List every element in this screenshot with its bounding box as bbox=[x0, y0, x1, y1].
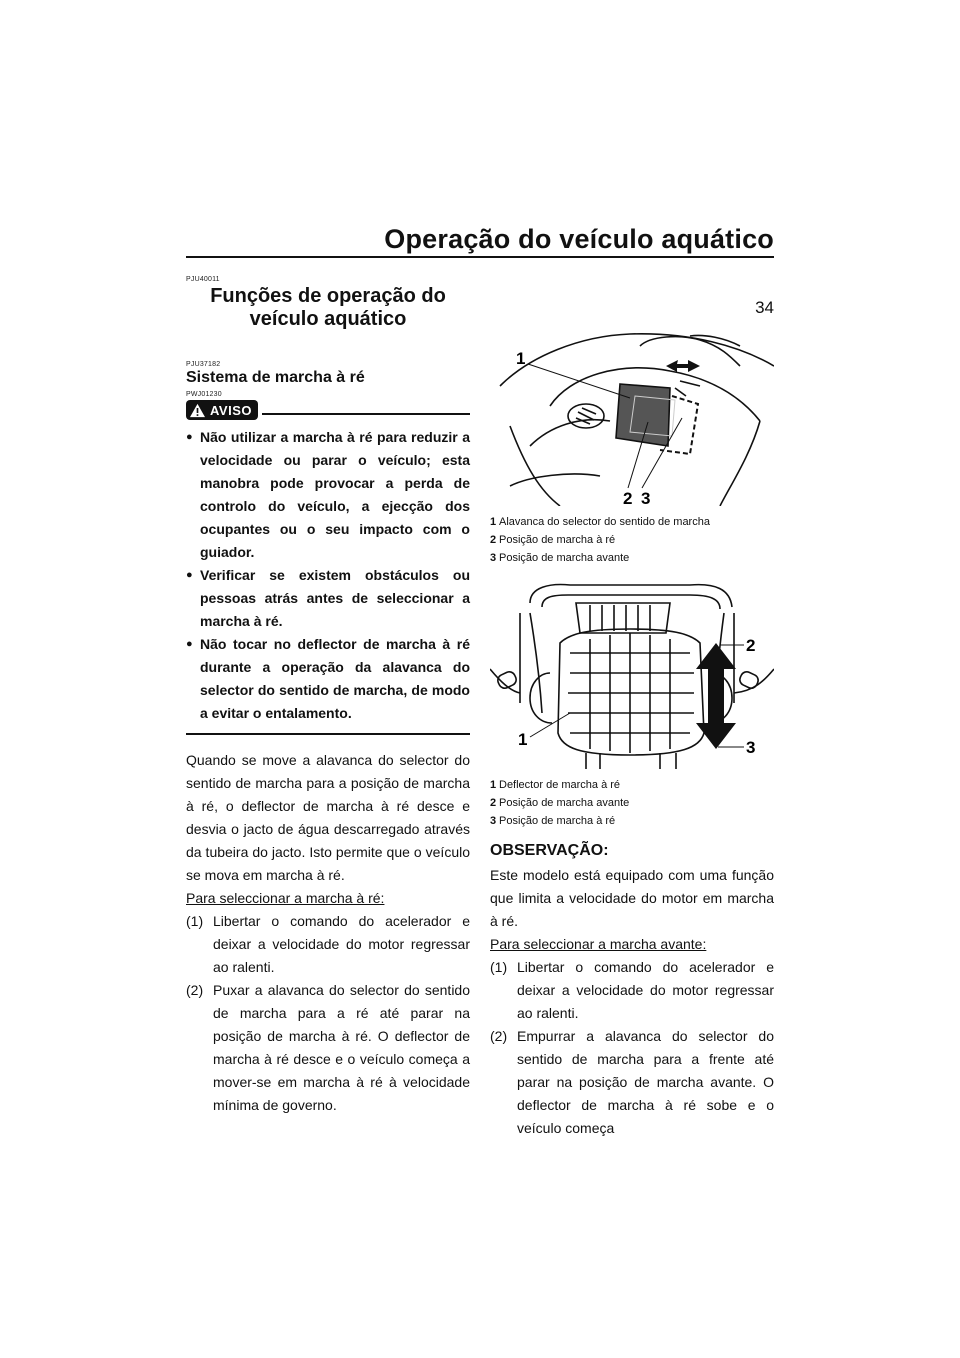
step-number: (1) bbox=[490, 959, 508, 975]
step-number: (2) bbox=[186, 982, 204, 998]
observation-title: OBSERVAÇÃO: bbox=[490, 842, 609, 859]
warning-triangle-icon bbox=[189, 403, 206, 418]
figure1-callout-2: 2 bbox=[623, 489, 633, 506]
warning-badge bbox=[186, 400, 258, 420]
reverse-procedure-title: Para seleccionar a marcha à ré: bbox=[186, 890, 385, 906]
caption-text: Posição de marcha à ré bbox=[499, 534, 616, 546]
warning-header bbox=[186, 400, 470, 420]
selector-lever-illustration bbox=[490, 326, 774, 506]
page-header-title: Operação do veículo aquático bbox=[384, 224, 774, 254]
caption-number: 2 bbox=[490, 797, 497, 809]
figure-caption bbox=[490, 549, 774, 567]
figure2-captions bbox=[490, 776, 774, 830]
figure-caption bbox=[490, 812, 774, 830]
figure-caption bbox=[490, 794, 774, 812]
forward-procedure-title: Para seleccionar a marcha avante: bbox=[490, 936, 707, 952]
subsection-code: PJU37182 bbox=[186, 361, 221, 368]
right-column bbox=[490, 272, 774, 1140]
reverse-step bbox=[186, 910, 470, 979]
step-text: Empurrar a alavanca do selector do sentido de marcha para a frente até parar na posição de marcha avante. O deflector de marcha à ré sobe e o veículo começa bbox=[517, 1028, 774, 1136]
warning-item: ● Não utilizar a marcha à ré para reduzir a velocidade ou parar o veículo; esta manobra pode provocar a perda de controlo do veículo, a ejecção dos ocupantes ou o seu impacto com o guiador. bbox=[186, 426, 470, 564]
page-number: 34 bbox=[755, 298, 774, 317]
figure1-captions bbox=[490, 513, 774, 567]
left-column bbox=[186, 276, 470, 1117]
section-title-line1: Funções de operação do bbox=[210, 285, 446, 307]
reverse-deflector-illustration bbox=[490, 573, 774, 769]
caption-text: Posição de marcha à ré bbox=[499, 815, 616, 827]
figure2-callout-2: 2 bbox=[746, 636, 756, 655]
caption-number: 3 bbox=[490, 815, 497, 827]
warning-item: ● Verificar se existem obstáculos ou pessoas atrás antes de seleccionar a marcha à ré. bbox=[186, 564, 470, 633]
figure2-callout-1: 1 bbox=[518, 730, 528, 749]
observation-text: Este modelo está equipado com uma função que limita a velocidade do motor em marcha à ré. bbox=[490, 867, 774, 929]
figure-caption bbox=[490, 513, 774, 531]
warning-item: ● Não tocar no deflector de marcha à ré durante a operação da alavanca do selector do sentido de marcha, de modo a evitar o entalamento. bbox=[186, 633, 470, 725]
figure2-callout-3: 3 bbox=[746, 738, 756, 757]
reverse-step bbox=[186, 979, 470, 1117]
caption-number: 2 bbox=[490, 534, 497, 546]
figure-reverse-deflector bbox=[490, 573, 774, 774]
step-number: (1) bbox=[186, 913, 204, 929]
warning-top-rule bbox=[262, 413, 470, 415]
step-text: Libertar o comando do acelerador e deixar a velocidade do motor regressar ao ralenti. bbox=[213, 913, 470, 975]
caption-text: Posição de marcha avante bbox=[499, 797, 630, 809]
warning-list bbox=[186, 426, 470, 725]
caption-number: 3 bbox=[490, 552, 497, 564]
section-title bbox=[186, 285, 470, 331]
figure1-callout-1: 1 bbox=[516, 349, 526, 368]
warning-label: AVISO bbox=[210, 402, 252, 418]
step-number: (2) bbox=[490, 1028, 508, 1044]
forward-step bbox=[490, 1025, 774, 1140]
intro-paragraph: Quando se move a alavanca do selector do sentido de marcha para a posição de marcha à ré, o deflector de marcha à ré desce e desvia o jacto de água descarregado através da tubeira do jacto. Isto permite que o veículo se mova em marcha à ré. bbox=[186, 752, 470, 883]
warning-code: PWJ01230 bbox=[186, 391, 222, 398]
subsection-title: Sistema de marcha à ré bbox=[186, 369, 365, 386]
step-text: Puxar a alavanca do selector do sentido de marcha para a ré até parar na posição de marcha à ré. O deflector de marcha à ré desce e o veículo começa a mover-se em marcha à ré à velocidade mínima de governo. bbox=[213, 982, 470, 1113]
figure-caption bbox=[490, 776, 774, 794]
caption-number: 1 bbox=[490, 516, 497, 528]
figure1-callout-3: 3 bbox=[641, 489, 651, 506]
header-rule bbox=[186, 256, 774, 258]
figure-selector-lever bbox=[490, 326, 774, 511]
caption-text: Alavanca do selector do sentido de marcha bbox=[499, 516, 710, 528]
caption-text: Deflector de marcha à ré bbox=[499, 779, 621, 791]
caption-text: Posição de marcha avante bbox=[499, 552, 630, 564]
caption-number: 1 bbox=[490, 779, 497, 791]
step-text: Libertar o comando do acelerador e deixar a velocidade do motor regressar ao ralenti. bbox=[517, 959, 774, 1021]
forward-step bbox=[490, 956, 774, 1025]
section-title-line2: veículo aquático bbox=[249, 308, 407, 330]
figure-caption bbox=[490, 531, 774, 549]
section-code: PJU40011 bbox=[186, 276, 220, 283]
